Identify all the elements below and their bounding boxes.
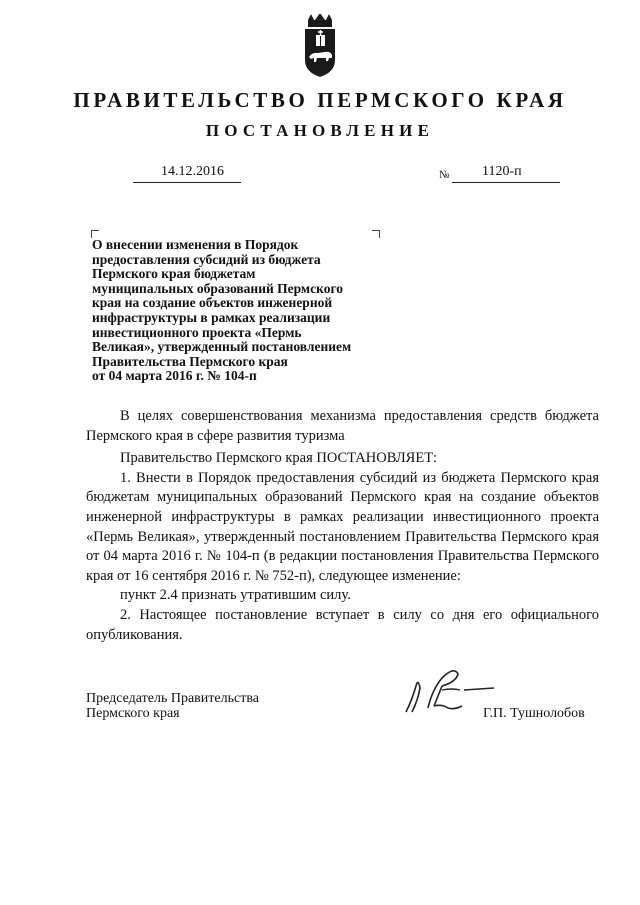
body-paragraph: пункт 2.4 признать утратившим силу.	[120, 587, 351, 604]
subject-line: Пермского края бюджетам	[92, 266, 256, 282]
subject-line: Великая», утвержденный постановлением	[92, 339, 352, 355]
body-paragraph: В целях совершенствования механизма предоставления средств бюджета Пермского края в сфере развития туризма	[86, 408, 599, 444]
number-value: 1120-п	[482, 164, 522, 179]
subject-line: муниципальных образований Пермского	[92, 280, 344, 296]
date-value: 14.12.2016	[161, 164, 224, 179]
document-subject	[92, 238, 392, 384]
signer-position	[86, 691, 326, 721]
subject-line: предоставления субсидий из бюджета	[92, 251, 321, 267]
body-paragraph: 2. Настоящее постановление вступает в силу со дня его официального опубликования.	[86, 606, 599, 643]
subject-line: края на создание объектов инженерной	[92, 295, 333, 311]
subject-line: О внесении изменения в Порядок	[92, 237, 299, 252]
signer-position-line: Пермского края	[86, 706, 180, 721]
body-paragraph: 1. Внести в Порядок предоставления субсидий из бюджета Пермского края бюджетам муниципальных образований Пермского края на создание объектов инженерной инфраструктуры в рамках реализации инвестиционного проекта «Пермь Великая», утвержденный постановлением Правительства Пермского края от 04 марта 2016 г. № 104-п (в редакции постановления Правительства Пермского края от 16 сентября 2016 г. № 752-п), следующее изменение:	[86, 469, 599, 584]
number-field	[452, 163, 560, 183]
date-field	[133, 163, 241, 183]
number-sign: №	[439, 169, 450, 181]
organization-title: ПРАВИТЕЛЬСТВО ПЕРМСКОГО КРАЯ	[73, 88, 567, 112]
subject-line: Правительства Пермского края	[92, 353, 288, 369]
signer-position-line: Председатель Правительства	[86, 691, 259, 706]
document-type: ПОСТАНОВЛЕНИЕ	[205, 121, 435, 140]
body-paragraph: Правительство Пермского края ПОСТАНОВЛЯЕТ:	[120, 450, 438, 467]
subject-corner-mark-right	[372, 230, 380, 238]
document-body	[86, 407, 599, 645]
subject-line: инфраструктуры в рамках реализации	[92, 309, 331, 325]
signer-name: Г.П. Тушнолобов	[483, 706, 585, 721]
subject-line: инвестиционного проекта «Пермь	[92, 324, 302, 340]
subject-line: от 04 марта 2016 г. № 104-п	[92, 368, 257, 384]
